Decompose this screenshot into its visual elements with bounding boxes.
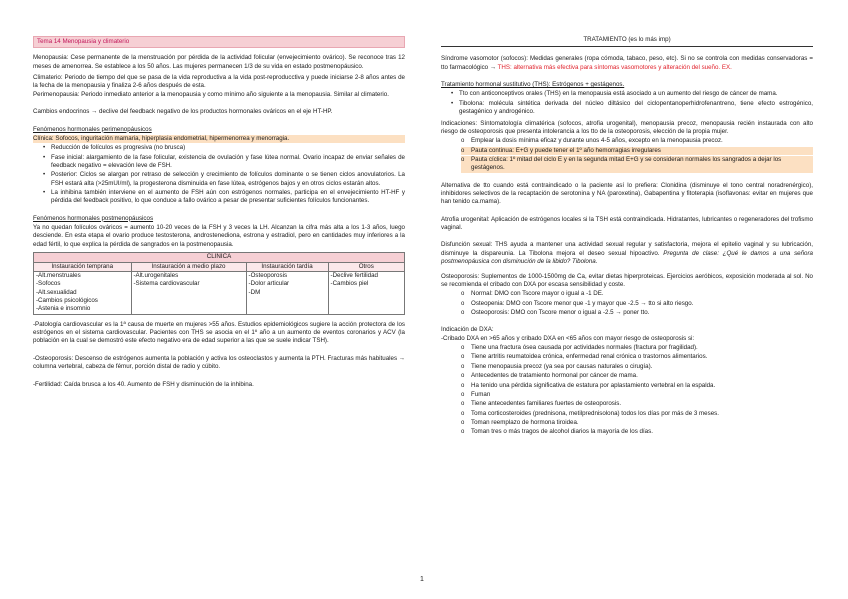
dxa-title: Indicación de DXA: [441,326,494,334]
atrofia-urogenital: Atrofia urogenital: Aplicación de estrógenos locales si la TSH está contraindicada. Hidratantes, lubricantes o regeneradores del trofismo vaginal. [441,215,813,232]
cell-line: -Alt.sexualidad [36,288,77,296]
cell-line: -Alt.urogenitales [133,271,179,279]
table-cell [131,271,246,314]
sindrome-text: Síndrome vasomotor (sofocos): Medidas generales (ropa cómoda, tabaco, peso, etc). Si no se controla con medidas conservadoras = tto farmacológico → [441,55,813,71]
list-item: • Reducción de folículos es progresiva (no brusca) [43,144,405,152]
cell-line: -Osteoporosis [248,271,288,279]
cell-line: -Alt.menstruales [36,271,81,279]
table-header: Otros [328,262,404,271]
list-item: o Osteoporosis: DMO con Tscore menor o igual a -2.5 → poner tto. [461,309,813,317]
table-header: Instauración temprana [34,262,132,271]
list-item: o Pauta continua: E+G y puede tener el 1º año hemorragias irregulares [461,147,813,155]
peri-title: Fenómenos hormonales perimenopáusicos [33,125,152,133]
list-item: o Tiene una fractura ósea causada por actividades normales (fractura por fragilidad). [461,344,813,352]
ths-title: Tratamiento hormonal sustitutivo (THS): Estrógenos + gestágenos. [441,81,625,89]
cell-line: -Declive fertilidad [330,271,378,279]
table-cell [34,271,132,314]
list-item: o Normal: DMO con Tscore mayor o igual a -1 DE. [461,290,813,298]
osteoporosis-text: -Osteoporosis: Descenso de estrógenos aumenta la población y activa los osteoclastos y aumenta la PTH. Fracturas más habituales → columna vertebral, cabeza de fémur, porción distal de radio y cúbito. [33,354,405,371]
dxa-list [441,344,813,437]
page-number: 1 [420,576,424,583]
cambios-endocrinos: Cambios endocrinos → declive del feedback negativo de los productos hormonales ováricos en el eje HT-HP. [33,108,333,116]
list-item: • Tibolona: molécula sintética derivada del núcleo diltásico del ciclopentanoperhidrofenantreno, tiene efecto estrogénico, gestagénico y androgénico. [451,100,813,117]
list-item: • Fase inicial: alargamiento de la fase folicular, existencia de ovulación y fase lútea normal. Ovario incapaz de enviar señales de feedback negativo = elevación leve de FSH. [43,154,405,171]
osteo-list [441,290,813,317]
peri-clinica: Clínica: Sofocos, inguritación mamaria, hiperplasia endometrial, hipermenorrea y menorragia. [33,135,405,143]
list-item: o Toman tres o más tragos de alcohol diarios la mayoría de los días. [461,428,813,436]
table-header: Instauración a medio plazo [131,262,246,271]
list-item: o Toma corticosteroides (prednisona, metilprednisolona) todos los días por más de 3 meses. [461,410,813,418]
right-column [441,36,813,440]
cell-line: -Astenia e insomnio [36,305,91,313]
list-item: o Antecedentes de tratamiento hormonal por cáncer de mama. [461,372,813,380]
sindrome-highlight: THS: alternativa más efectiva para síntomas vasomotores y alteración del sueño. EX. [497,63,732,71]
disfuncion-text: Disfunción sexual: THS ayuda a mantener una actividad sexual regular y satisfactoria, mejora el epitelio vaginal y su lubricación, disminuye la dispareunia. La Tibolona mejora el deseo sexual hipoactivo. [441,241,813,257]
def-menopausia: Menopausia: Cese permanente de la menstruación por pérdida de la actividad folicular (envejecimiento ovárico). Se reconoce tras 12 meses de amenorrea. Se establece a los 50 años. Las mujeres permanecen 1/3 de su vida en estado postmenopáusico. [33,54,405,70]
disfuncion-sexual [441,241,813,266]
list-item: o Tiene menopausia precoz (ya sea por causas naturales o cirugía). [461,363,813,371]
dxa-text: -Cribado DXA en >65 años y cribado DXA en <65 años con mayor riesgo de osteoporosis si: [441,334,695,342]
table-caption: CLINICA [34,253,405,262]
cell-line: -Sistema cardiovascular [133,280,200,288]
sindrome-vasomotor [441,55,813,72]
post-title: Fenómenos hormonales postmenopáusicos [33,214,154,222]
def-perimenopausia: Perimenopausia: Periodo inmediato anterior a la menopausia y como mínimo año siguiente a la menopausia. Similar al climaterio. [33,90,389,98]
cell-line: -Sofocos [36,280,61,288]
table-cell [328,271,404,314]
indicaciones-list [441,137,813,172]
document-title: Tema 14 Menopausia y climaterio [33,36,405,48]
table-header: Instauración tardía [246,262,328,271]
list-item: o Fuman [461,391,813,399]
post-text: Ya no quedan folículos ováricos = aumento 10-20 veces de la FSH y 3 veces la LH. Alcanzan la cifra más alta a los 1-3 años, luego desciende. En esta etapa el ovario produce testosterona, androstenediona, estrona y estradiol, pero en cantidades muy inferiores a la edad fértil, lo que explica la pérdida de sangrados en la postmenopausia. [33,224,405,248]
fertilidad-text: -Fertilidad: Caída brusca a los 40. Aumento de FSH y disminución de la inhibina. [33,380,254,388]
peri-list [33,144,405,206]
osteoporosis-tto: Osteoporosis: Suplementos de 1000-1500mg de Ca, evitar dietas hiperproteicas. Ejercicios aeróbicos, exposición moderada al sol. No se recomienda el cribado con DXA por escasa sensibilidad y coste. [441,272,813,288]
list-item: o Pauta cíclica: 1º mitad del ciclo E y en la segunda mitad E+G y se consideran normales los sangrados a dejar los gestágenos. [461,156,813,173]
cell-line: -Dolor articular [248,280,290,288]
list-item: • Tto con anticonceptivos orales (THS) en la menopausia está asociado a un aumento del riesgo de cáncer de mama. [451,90,813,98]
ths-list [441,90,813,116]
list-item: o Osteopenia: DMO con Tscore menor que -1 y mayor que -2.5 → tto si alto riesgo. [461,300,813,308]
cell-line: -DM [248,288,261,296]
left-column [33,36,405,392]
list-item: o Tiene artritis reumatoidea crónica, enfermedad renal crónica o trastornos alimentarios. [461,353,813,361]
list-item: • La inhibina también interviene en el aumento de FSH aún con estrógenos normales, participa en el envejecimiento HT-HF y pérdida del feedback positivo, lo que conduce a fallo ovárico a pesar de presentar suficientes folículos funcionantes. [43,189,405,206]
tratamiento-header: TRATAMIENTO (es lo más imp) [441,36,813,47]
def-climaterio: Climaterio: Periodo de tiempo del que se pasa de la vida reproductiva a la vida post-reproducctiva y puede iniciarse 2-8 años antes de la fecha de la menopausia y finaliza 2-6 años después de esta. [33,74,405,90]
list-item: o Tiene antecedentes familiares fuertes de osteoporosis. [461,400,813,408]
alternativa-tto: Alternativa de tto cuando está contraindicado o la paciente así lo prefiera: Clonidina (disminuye el tono central noradrenérgico), inhibidores selectivos de la recaptación de serotonina y NA (paroxetina), Gabapentina y fitoterapia (isoflavonas: evitar en mujeres que han tenido ca.mama). [441,181,813,206]
table-cell [246,271,328,314]
list-item: o Toman reemplazo de hormona tiroidea. [461,419,813,427]
list-item: o Emplear la dosis mínima eficaz y durante unos 4-5 años, excepto en la menopausia precoz. [461,137,813,145]
pregunta-clase: Pregunta de clase: ¿Qué le damos a una señora postmenopáusica con disminución de la libido? Tibolona. [441,249,813,266]
cell-line: -Cambios piel [330,280,369,288]
cell-line: -Cambios psicológicos [36,296,98,304]
indicaciones: Indicaciones: Síntomatología climatérica (sofocos, atrofia urogenital), menopausia precoz, menopausia recién instaurada con alto riesgo de osteoporosis que presenta intolerancia a los tto de la osteoporosis, elección de la propia mujer. [441,119,813,135]
list-item: • Posterior: Ciclos se alargan por retraso de selección y crecimiento de folículos dominante o se tienen ciclos anovulatorios. La FSH estará alta (>25mUI/ml), la progesterona disminuida en fase lútea, estrógenos bajos y en otros ciclos estarán altos. [43,171,405,188]
patologia-cardiovascular: -Patología cardiovascular es la 1ª causa de muerte en mujeres >55 años. Estudios epidemiológicos sugiere la acción protectora de los estrógenos en el sistema cardiovascular. Pacientes con THS se asocia en el 1º año a un aumento de eventos coronarios y ACV (la población en la cual se demostró este efecto negativo era de edad superior a las que se suele indicar TSH). [33,320,405,345]
clinica-table [33,252,405,315]
list-item: o Ha tenido una pérdida significativa de estatura por aplastamiento vertebral en la espalda. [461,382,813,390]
